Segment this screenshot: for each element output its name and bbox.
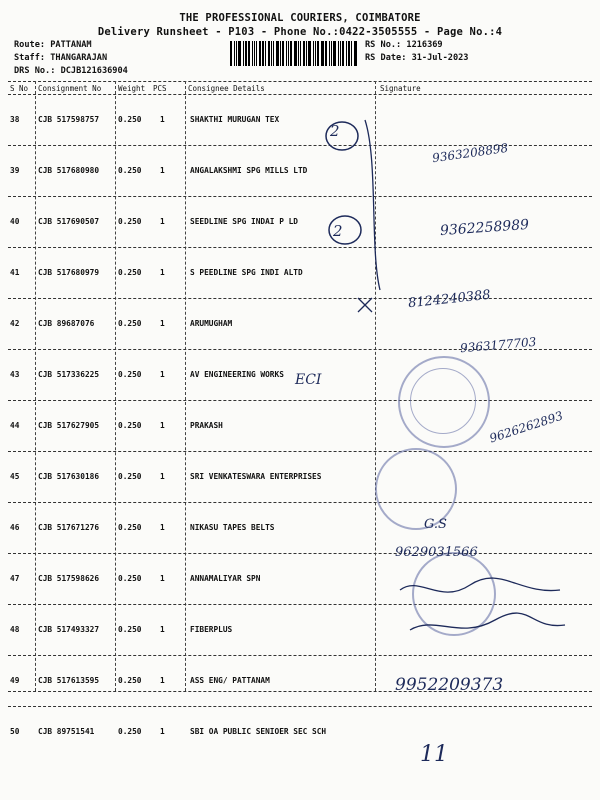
barcode-bar [288, 41, 289, 66]
barcode-bar [315, 41, 316, 66]
row-pcs: 1 [160, 676, 165, 685]
handwritten-phone: 9629031566 [395, 545, 478, 560]
barcode-bar [342, 41, 344, 66]
barcode-bar [276, 41, 279, 66]
barcode-bar [300, 41, 301, 66]
barcode-bar [259, 41, 262, 66]
barcode-bar [340, 41, 341, 66]
barcode-bar [321, 41, 322, 66]
signature-scribble [410, 613, 565, 630]
row-weight: 0.250 [118, 523, 142, 532]
row-pcs: 1 [160, 727, 165, 736]
row-consignee: NIKASU TAPES BELTS [190, 523, 275, 532]
barcode-bar [294, 41, 297, 66]
signature-scribble [400, 578, 560, 592]
row-consignee: S PEEDLINE SPG INDI ALTD [190, 268, 303, 277]
row-sno: 46 [10, 523, 20, 532]
row-weight: 0.250 [118, 268, 142, 277]
row-consignment: CJB 89751541 [38, 727, 95, 736]
row-consignment: CJB 517680979 [38, 268, 100, 277]
table-row [0, 502, 600, 553]
barcode-bar [254, 41, 255, 66]
rs-date: RS Date: 31-Jul-2023 [365, 53, 469, 63]
rs-number: RS No.: 1216369 [365, 40, 443, 50]
barcode-bar [331, 41, 332, 66]
barcode-bar [268, 41, 270, 66]
barcode-bar [303, 41, 305, 66]
barcode-bar [273, 41, 274, 66]
col-signature: Signature [380, 84, 421, 93]
row-consignment: CJB 517598626 [38, 574, 100, 583]
barcode-bar [306, 41, 307, 66]
row-rule [8, 502, 592, 503]
route-label: Route: PATTANAM [14, 40, 92, 50]
row-weight: 0.250 [118, 166, 142, 175]
row-consignee: SBI OA PUBLIC SENIOER SEC SCH [190, 727, 327, 736]
barcode-bar [333, 41, 336, 66]
row-pcs: 1 [160, 115, 165, 124]
row-rule [8, 451, 592, 452]
barcode-bar [338, 41, 339, 66]
barcode-bar [245, 41, 247, 66]
row-consignment: CJB 517598757 [38, 115, 100, 124]
row-weight: 0.250 [118, 574, 142, 583]
table-top-rule [8, 81, 592, 82]
runsheet-subtitle: Delivery Runsheet - P103 - Phone No.:0422-3505555 - Page No.:4 [97, 26, 503, 38]
row-weight: 0.250 [118, 115, 142, 124]
row-consignment: CJB 517690507 [38, 217, 100, 226]
barcode-bar [290, 41, 292, 66]
row-sno: 47 [10, 574, 20, 583]
row-consignee: ANGALAKSHMI SPG MILLS LTD [190, 166, 308, 175]
handwritten-phone: 9952209373 [395, 675, 504, 695]
row-consignment: CJB 517680980 [38, 166, 100, 175]
cross-mark [358, 298, 372, 312]
handwritten-scribbles [380, 570, 590, 660]
handwritten-phone: 9626262893 [487, 408, 565, 446]
barcode-bar [322, 41, 324, 66]
col-pcs: PCS [153, 84, 167, 93]
company-seal-inner [410, 368, 476, 434]
handwritten-phone: 9363177703 [459, 334, 537, 356]
table-row [0, 706, 600, 757]
col-sno: S No [10, 84, 29, 93]
row-sno: 38 [10, 115, 20, 124]
row-rule [8, 400, 592, 401]
row-consignee: FIBERPLUS [190, 625, 233, 634]
barcode-bar [286, 41, 287, 66]
row-consignee: PRAKASH [190, 421, 223, 430]
handwritten-phone: 9362258989 [439, 216, 530, 240]
row-consignment: CJB 517627905 [38, 421, 100, 430]
drs-number: DRS No.: DCJB121636904 [14, 66, 128, 76]
barcode-bar [252, 41, 253, 66]
row-pcs: 1 [160, 370, 165, 379]
staff-label: Staff: THANGARAJAN [14, 53, 108, 63]
row-sno: 41 [10, 268, 20, 277]
col-weight: Weight [118, 84, 146, 93]
row-consignee: AV ENGINEERING WORKS [190, 370, 284, 379]
barcode-bar [234, 41, 235, 66]
company-title: THE PROFESSIONAL COURIERS, COIMBATORE [179, 12, 421, 24]
col-consignee: Consignee Details [188, 84, 265, 93]
row-weight: 0.250 [118, 676, 142, 685]
row-consignee: ARUMUGHAM [190, 319, 233, 328]
barcode-bar [298, 41, 299, 66]
row-pcs: 1 [160, 166, 165, 175]
barcode-bar [280, 41, 281, 66]
row-consignment: CJB 89687076 [38, 319, 95, 328]
barcode-bar [243, 41, 244, 66]
row-consignee: ASS ENG/ PATTANAM [190, 676, 270, 685]
row-sno: 50 [10, 727, 20, 736]
barcode-bar [308, 41, 311, 66]
row-consignee: SEEDLINE SPG INDAI P LD [190, 217, 298, 226]
barcode-bar [346, 41, 347, 66]
row-consignment: CJB 517336225 [38, 370, 100, 379]
barcode-bar [265, 41, 266, 66]
barcode-bar [329, 41, 330, 66]
row-consignment: CJB 517671276 [38, 523, 100, 532]
table-bottom-rule [8, 691, 592, 692]
row-weight: 0.250 [118, 727, 142, 736]
row-weight: 0.250 [118, 370, 142, 379]
row-consignee: ANNAMALIYAR SPN [190, 574, 261, 583]
brace-stroke [365, 120, 380, 290]
barcode-bar [230, 41, 232, 66]
row-sno: 48 [10, 625, 20, 634]
row-sno: 49 [10, 676, 20, 685]
row-weight: 0.250 [118, 421, 142, 430]
barcode-bar [348, 41, 350, 66]
row-pcs: 1 [160, 421, 165, 430]
handwritten-phone: 9363208898 [431, 140, 509, 166]
row-consignment: CJB 517613595 [38, 676, 100, 685]
barcode-bar [262, 41, 264, 66]
row-weight: 0.250 [118, 319, 142, 328]
table-row [0, 655, 600, 706]
row-sno: 42 [10, 319, 20, 328]
barcode-bar [238, 41, 241, 66]
row-consignment: CJB 517630186 [38, 472, 100, 481]
barcode-bar [271, 41, 272, 66]
row-rule [8, 706, 592, 707]
barcode-bar [354, 41, 357, 66]
handwritten-mark: 11 [420, 742, 448, 767]
row-pcs: 1 [160, 574, 165, 583]
row-pcs: 1 [160, 625, 165, 634]
barcode-bar [256, 41, 257, 66]
barcode-bar [325, 41, 327, 66]
row-weight: 0.250 [118, 217, 142, 226]
row-weight: 0.250 [118, 625, 142, 634]
row-rule [8, 553, 592, 554]
barcode-bar [351, 41, 352, 66]
table-row [0, 451, 600, 502]
row-sno: 40 [10, 217, 20, 226]
row-weight: 0.250 [118, 472, 142, 481]
handwritten-initials: G.S [424, 517, 447, 532]
row-consignee: SRI VENKATESWARA ENTERPRISES [190, 472, 322, 481]
row-sno: 45 [10, 472, 20, 481]
col-consignment: Consignment No [38, 84, 102, 93]
row-pcs: 1 [160, 268, 165, 277]
barcode-bar [282, 41, 284, 66]
handwritten-mark: ECI [295, 372, 322, 388]
barcode-bar [317, 41, 319, 66]
barcode [230, 41, 358, 66]
row-sno: 43 [10, 370, 20, 379]
row-consignee: SHAKTHI MURUGAN TEX [190, 115, 280, 124]
row-sno: 39 [10, 166, 20, 175]
barcode-bar [236, 41, 237, 66]
row-consignment: CJB 517493327 [38, 625, 100, 634]
barcode-bar [313, 41, 314, 66]
handwritten-mark: 2 [333, 222, 343, 240]
row-sno: 44 [10, 421, 20, 430]
handwritten-mark: 2 [330, 122, 340, 140]
row-pcs: 1 [160, 217, 165, 226]
barcode-bar [248, 41, 250, 66]
handwritten-phone: 8124240388 [407, 287, 492, 312]
row-pcs: 1 [160, 319, 165, 328]
row-pcs: 1 [160, 472, 165, 481]
row-pcs: 1 [160, 523, 165, 532]
